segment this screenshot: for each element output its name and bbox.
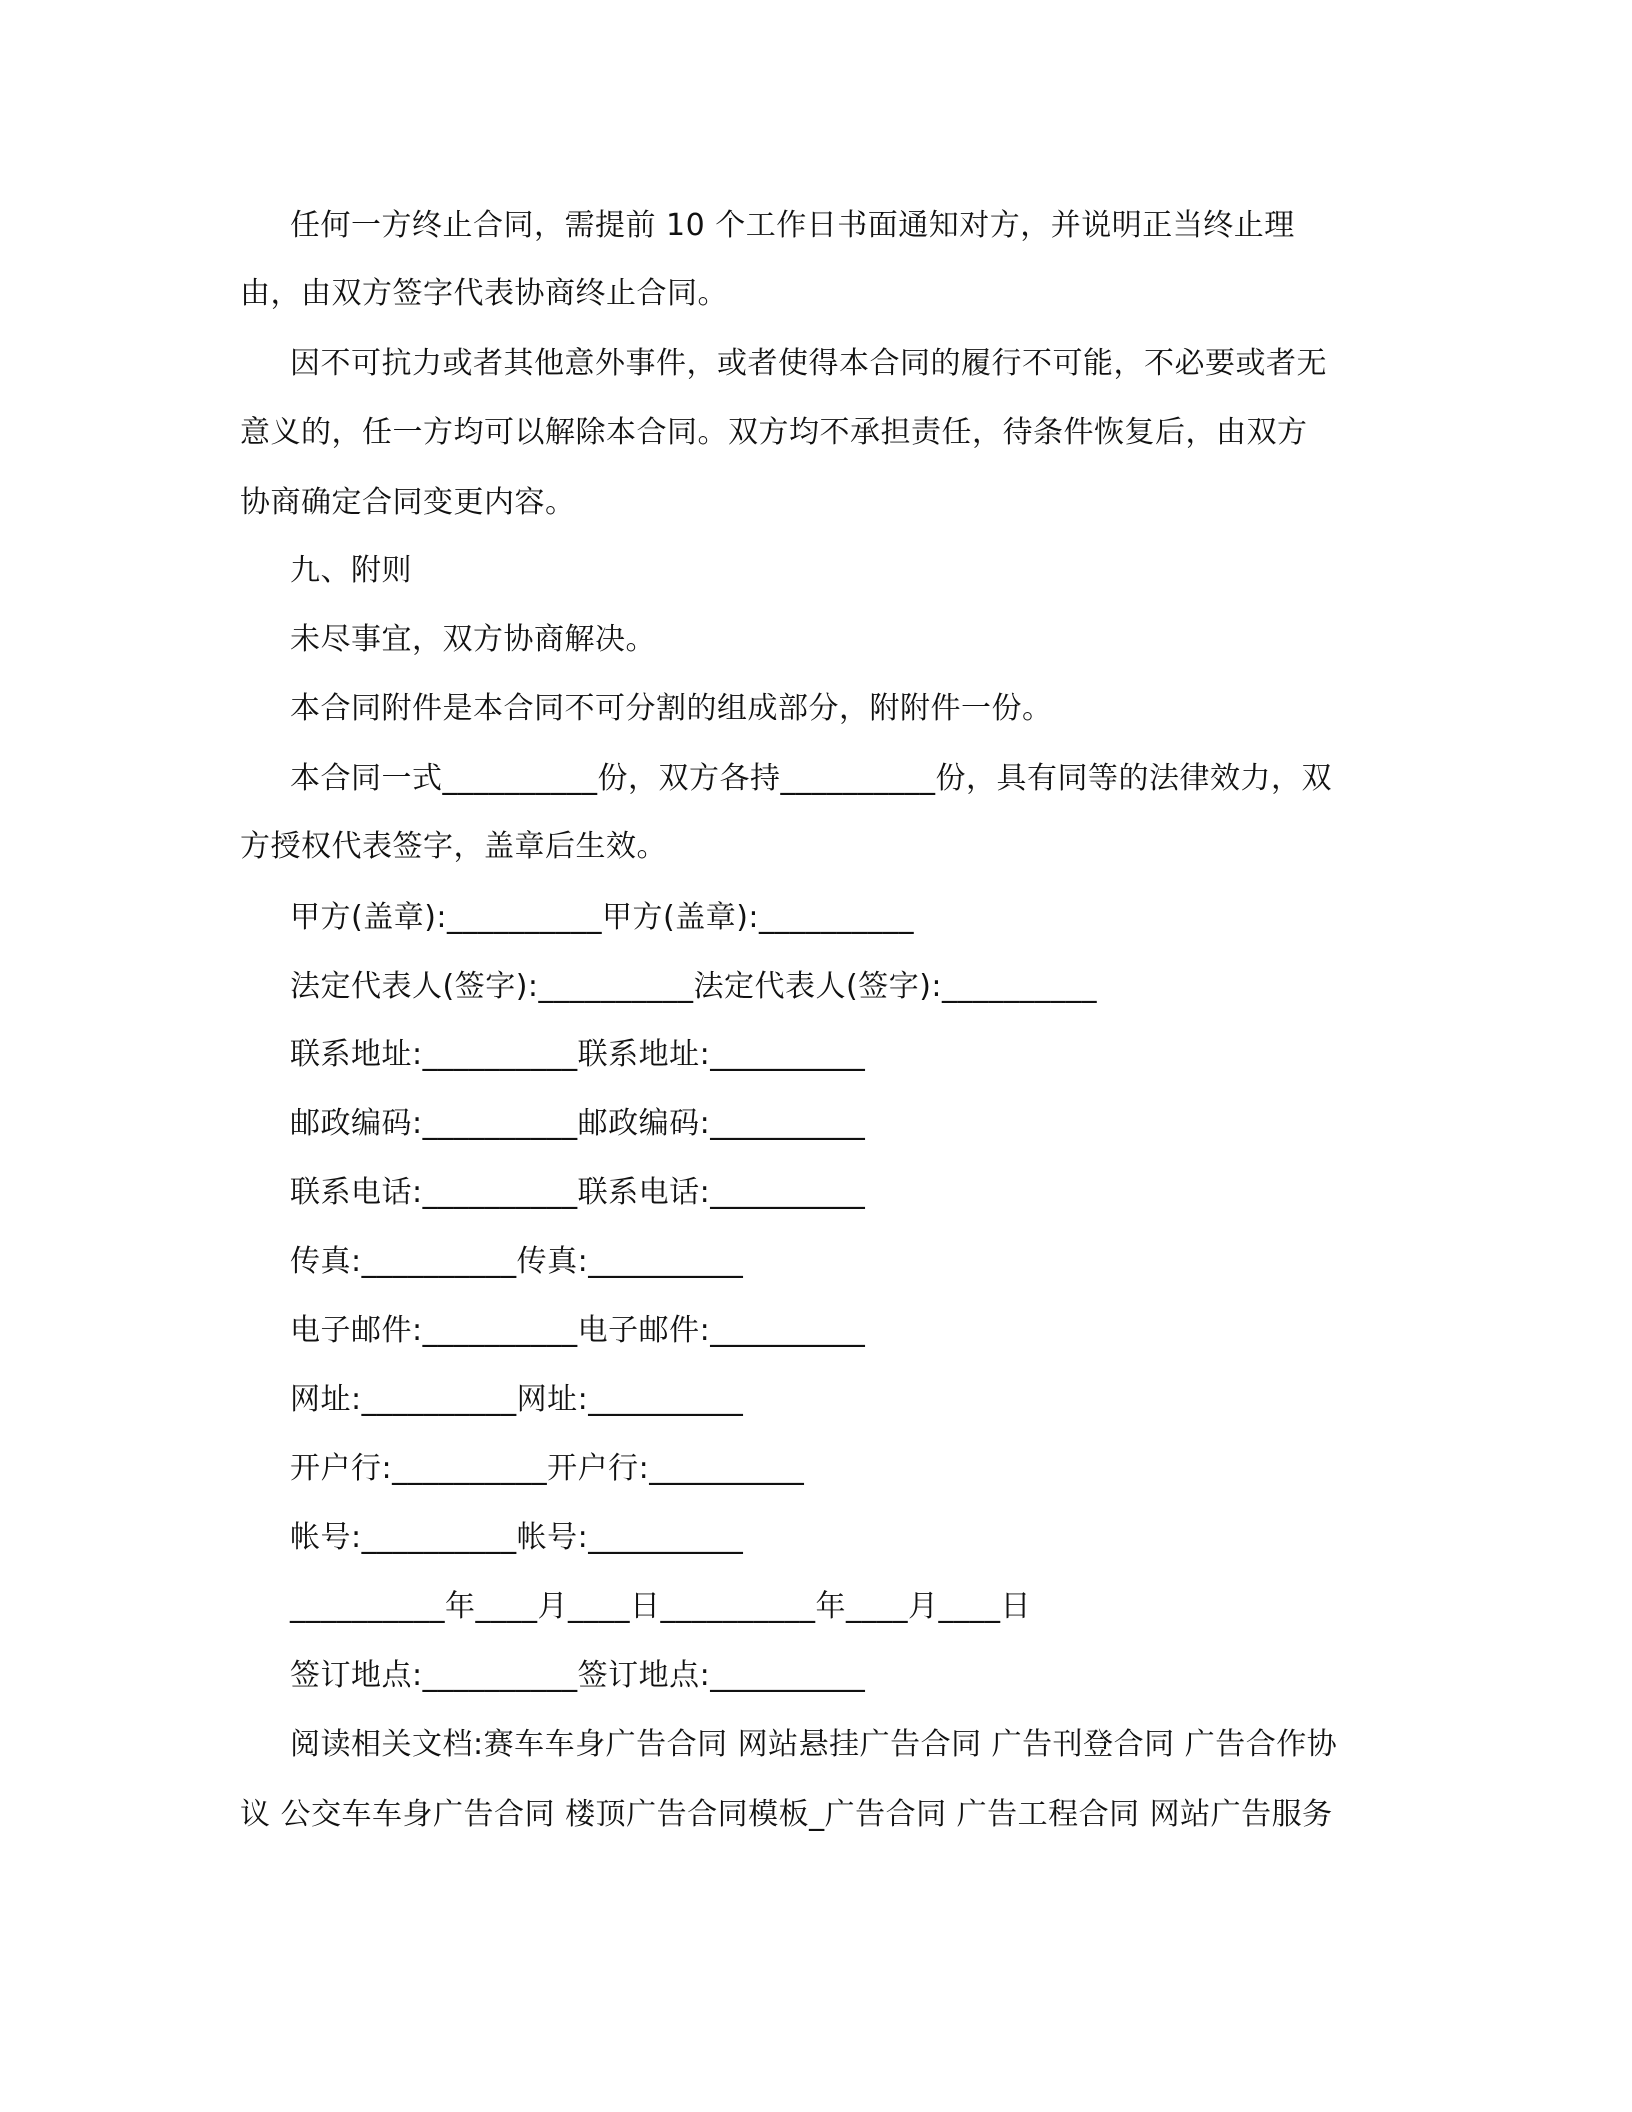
related-documents: 阅读相关文档:赛车车身广告合同 网站悬挂广告合同 广告刊登合同 广告合作协 [290, 1727, 1338, 1762]
clause-force-majeure-cont-1: 意义的，任一方均可以解除本合同。双方均不承担责任，待条件恢复后，由双方 [240, 415, 1308, 450]
clause-force-majeure-cont-2: 协商确定合同变更内容。 [240, 485, 576, 520]
field-address: 联系地址:__________联系地址:__________ [290, 1037, 866, 1072]
clause-termination-notice: 任何一方终止合同，需提前 10 个工作日书面通知对方，并说明正当终止理 [290, 208, 1295, 243]
clause-attachments: 本合同附件是本合同不可分割的组成部分，附附件一份。 [290, 691, 1053, 726]
field-email: 电子邮件:__________电子邮件:__________ [290, 1313, 866, 1348]
field-bank: 开户行:__________开户行:__________ [290, 1451, 805, 1486]
clause-copies-cont: 方授权代表签字，盖章后生效。 [240, 829, 667, 864]
clause-unresolved-matters: 未尽事宜，双方协商解决。 [290, 622, 656, 657]
field-fax: 传真:__________传真:__________ [290, 1244, 744, 1279]
section-heading-supplementary: 九、附则 [290, 553, 412, 588]
field-signing-place: 签订地点:__________签订地点:__________ [290, 1658, 866, 1693]
field-postal-code: 邮政编码:__________邮政编码:__________ [290, 1106, 866, 1141]
field-party-seal: 甲方(盖章):__________甲方(盖章):__________ [290, 900, 915, 935]
clause-termination-notice-cont: 由，由双方签字代表协商终止合同。 [240, 276, 728, 311]
field-phone: 联系电话:__________联系电话:__________ [290, 1175, 866, 1210]
clause-copies: 本合同一式__________份，双方各持__________份，具有同等的法律效力，双 [290, 761, 1332, 796]
clause-force-majeure: 因不可抗力或者其他意外事件，或者使得本合同的履行不可能，不必要或者无 [290, 346, 1327, 381]
field-website: 网址:__________网址:__________ [290, 1382, 744, 1417]
field-account: 帐号:__________帐号:__________ [290, 1520, 744, 1555]
related-documents-cont: 议 公交车车身广告合同 楼顶广告合同模板_广告合同 广告工程合同 网站广告服务 [240, 1797, 1333, 1832]
field-date: __________年____月____日__________年____月____日 [290, 1589, 1031, 1624]
field-legal-representative: 法定代表人(签字):__________法定代表人(签字):__________ [290, 969, 1098, 1004]
